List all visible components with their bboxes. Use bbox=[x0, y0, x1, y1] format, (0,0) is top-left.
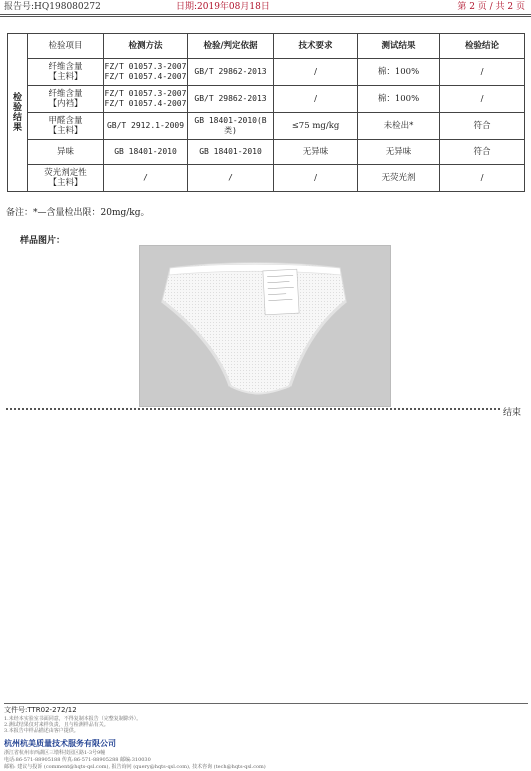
item-cell: 纤维含量 【内裆】 bbox=[28, 86, 104, 113]
end-label: 结束 bbox=[503, 408, 522, 418]
table-row bbox=[8, 140, 525, 165]
item-cell: 异味 bbox=[28, 140, 104, 165]
requirement-cell: / bbox=[274, 86, 358, 113]
company-phone: 电话:86-571-88905188 传真:86-571-88905288 邮编:310030 bbox=[4, 757, 151, 763]
result-cell: 棉：100% bbox=[358, 86, 440, 113]
conclusion-cell: 符合 bbox=[440, 113, 525, 140]
page-indicator: 第 2 页 / 共 2 页 bbox=[457, 2, 525, 12]
table-footnote: 备注：*—含量检出限：20mg/kg。 bbox=[6, 208, 150, 218]
sample-photo bbox=[139, 245, 391, 407]
method-cell: GB 18401-2010 bbox=[104, 140, 188, 165]
result-cell: 棉：100% bbox=[358, 59, 440, 86]
footer-note: 3.本报告中样品描述由客户提供。 bbox=[4, 728, 79, 734]
method-cell: / bbox=[104, 165, 188, 192]
requirement-cell: 无异味 bbox=[274, 140, 358, 165]
side-label: 检 验 结 果 bbox=[8, 34, 28, 192]
document-number: 文件号:TTR02-272/12 bbox=[4, 706, 77, 714]
footer-note: 1.未经本实验室书面同意，不得复制本报告（完整复制除外）。 bbox=[4, 716, 142, 722]
result-cell: 无异味 bbox=[358, 140, 440, 165]
basis-cell: / bbox=[188, 165, 274, 192]
end-divider bbox=[6, 408, 500, 414]
col-item: 检验项目 bbox=[28, 34, 104, 59]
underwear-image bbox=[140, 246, 390, 406]
requirement-cell: ≤75 mg/kg bbox=[274, 113, 358, 140]
company-name: 杭州杭美质量技术服务有限公司 bbox=[4, 739, 116, 748]
method-cell: GB/T 2912.1-2009 bbox=[104, 113, 188, 140]
company-address: 浙江省杭州市西湖区三墩科技园区路1-3号9幢 bbox=[4, 750, 106, 756]
basis-cell: GB/T 29862-2013 bbox=[188, 59, 274, 86]
method-cell: FZ/T 01057.3-2007 FZ/T 01057.4-2007 bbox=[104, 86, 188, 113]
test-results-table bbox=[7, 33, 525, 192]
table-row bbox=[8, 86, 525, 113]
company-email: 邮箱: 建议与投诉 (comment@hqts-qsl.com), 报告询问 (query@hqts-qsl.com), 技术咨询 (tech@hqts-qsl.com) bbox=[4, 764, 266, 770]
table-row bbox=[8, 59, 525, 86]
conclusion-cell: / bbox=[440, 165, 525, 192]
item-cell: 荧光剂定性 【主料】 bbox=[28, 165, 104, 192]
basis-cell: GB/T 29862-2013 bbox=[188, 86, 274, 113]
col-basis: 检验/判定依据 bbox=[188, 34, 274, 59]
header-divider bbox=[0, 14, 531, 15]
requirement-cell: / bbox=[274, 165, 358, 192]
item-cell: 纤维含量 【主料】 bbox=[28, 59, 104, 86]
table-row bbox=[8, 113, 525, 140]
sample-photo-title: 样品图片： bbox=[20, 236, 66, 246]
footer-note: 2.测试结果仅对来样负责，且与检测样品有关。 bbox=[4, 722, 109, 728]
col-requirement: 技术要求 bbox=[274, 34, 358, 59]
col-result: 测试结果 bbox=[358, 34, 440, 59]
report-header bbox=[0, 0, 531, 14]
report-date: 日期:2019年08月18日 bbox=[176, 2, 270, 12]
table-row bbox=[8, 165, 525, 192]
item-cell: 甲醛含量 【主料】 bbox=[28, 113, 104, 140]
col-method: 检测方法 bbox=[104, 34, 188, 59]
col-conclusion: 检验结论 bbox=[440, 34, 525, 59]
conclusion-cell: / bbox=[440, 86, 525, 113]
conclusion-cell: / bbox=[440, 59, 525, 86]
header-divider-2 bbox=[0, 16, 531, 17]
requirement-cell: / bbox=[274, 59, 358, 86]
result-cell: 无荧光剂 bbox=[358, 165, 440, 192]
footer-divider bbox=[4, 703, 528, 704]
report-number: 报告号:HQ198080272 bbox=[4, 2, 101, 12]
table-header-row bbox=[8, 34, 525, 59]
result-cell: 未检出* bbox=[358, 113, 440, 140]
conclusion-cell: 符合 bbox=[440, 140, 525, 165]
basis-cell: GB 18401-2010(B类) bbox=[188, 113, 274, 140]
basis-cell: GB 18401-2010 bbox=[188, 140, 274, 165]
method-cell: FZ/T 01057.3-2007 FZ/T 01057.4-2007 bbox=[104, 59, 188, 86]
